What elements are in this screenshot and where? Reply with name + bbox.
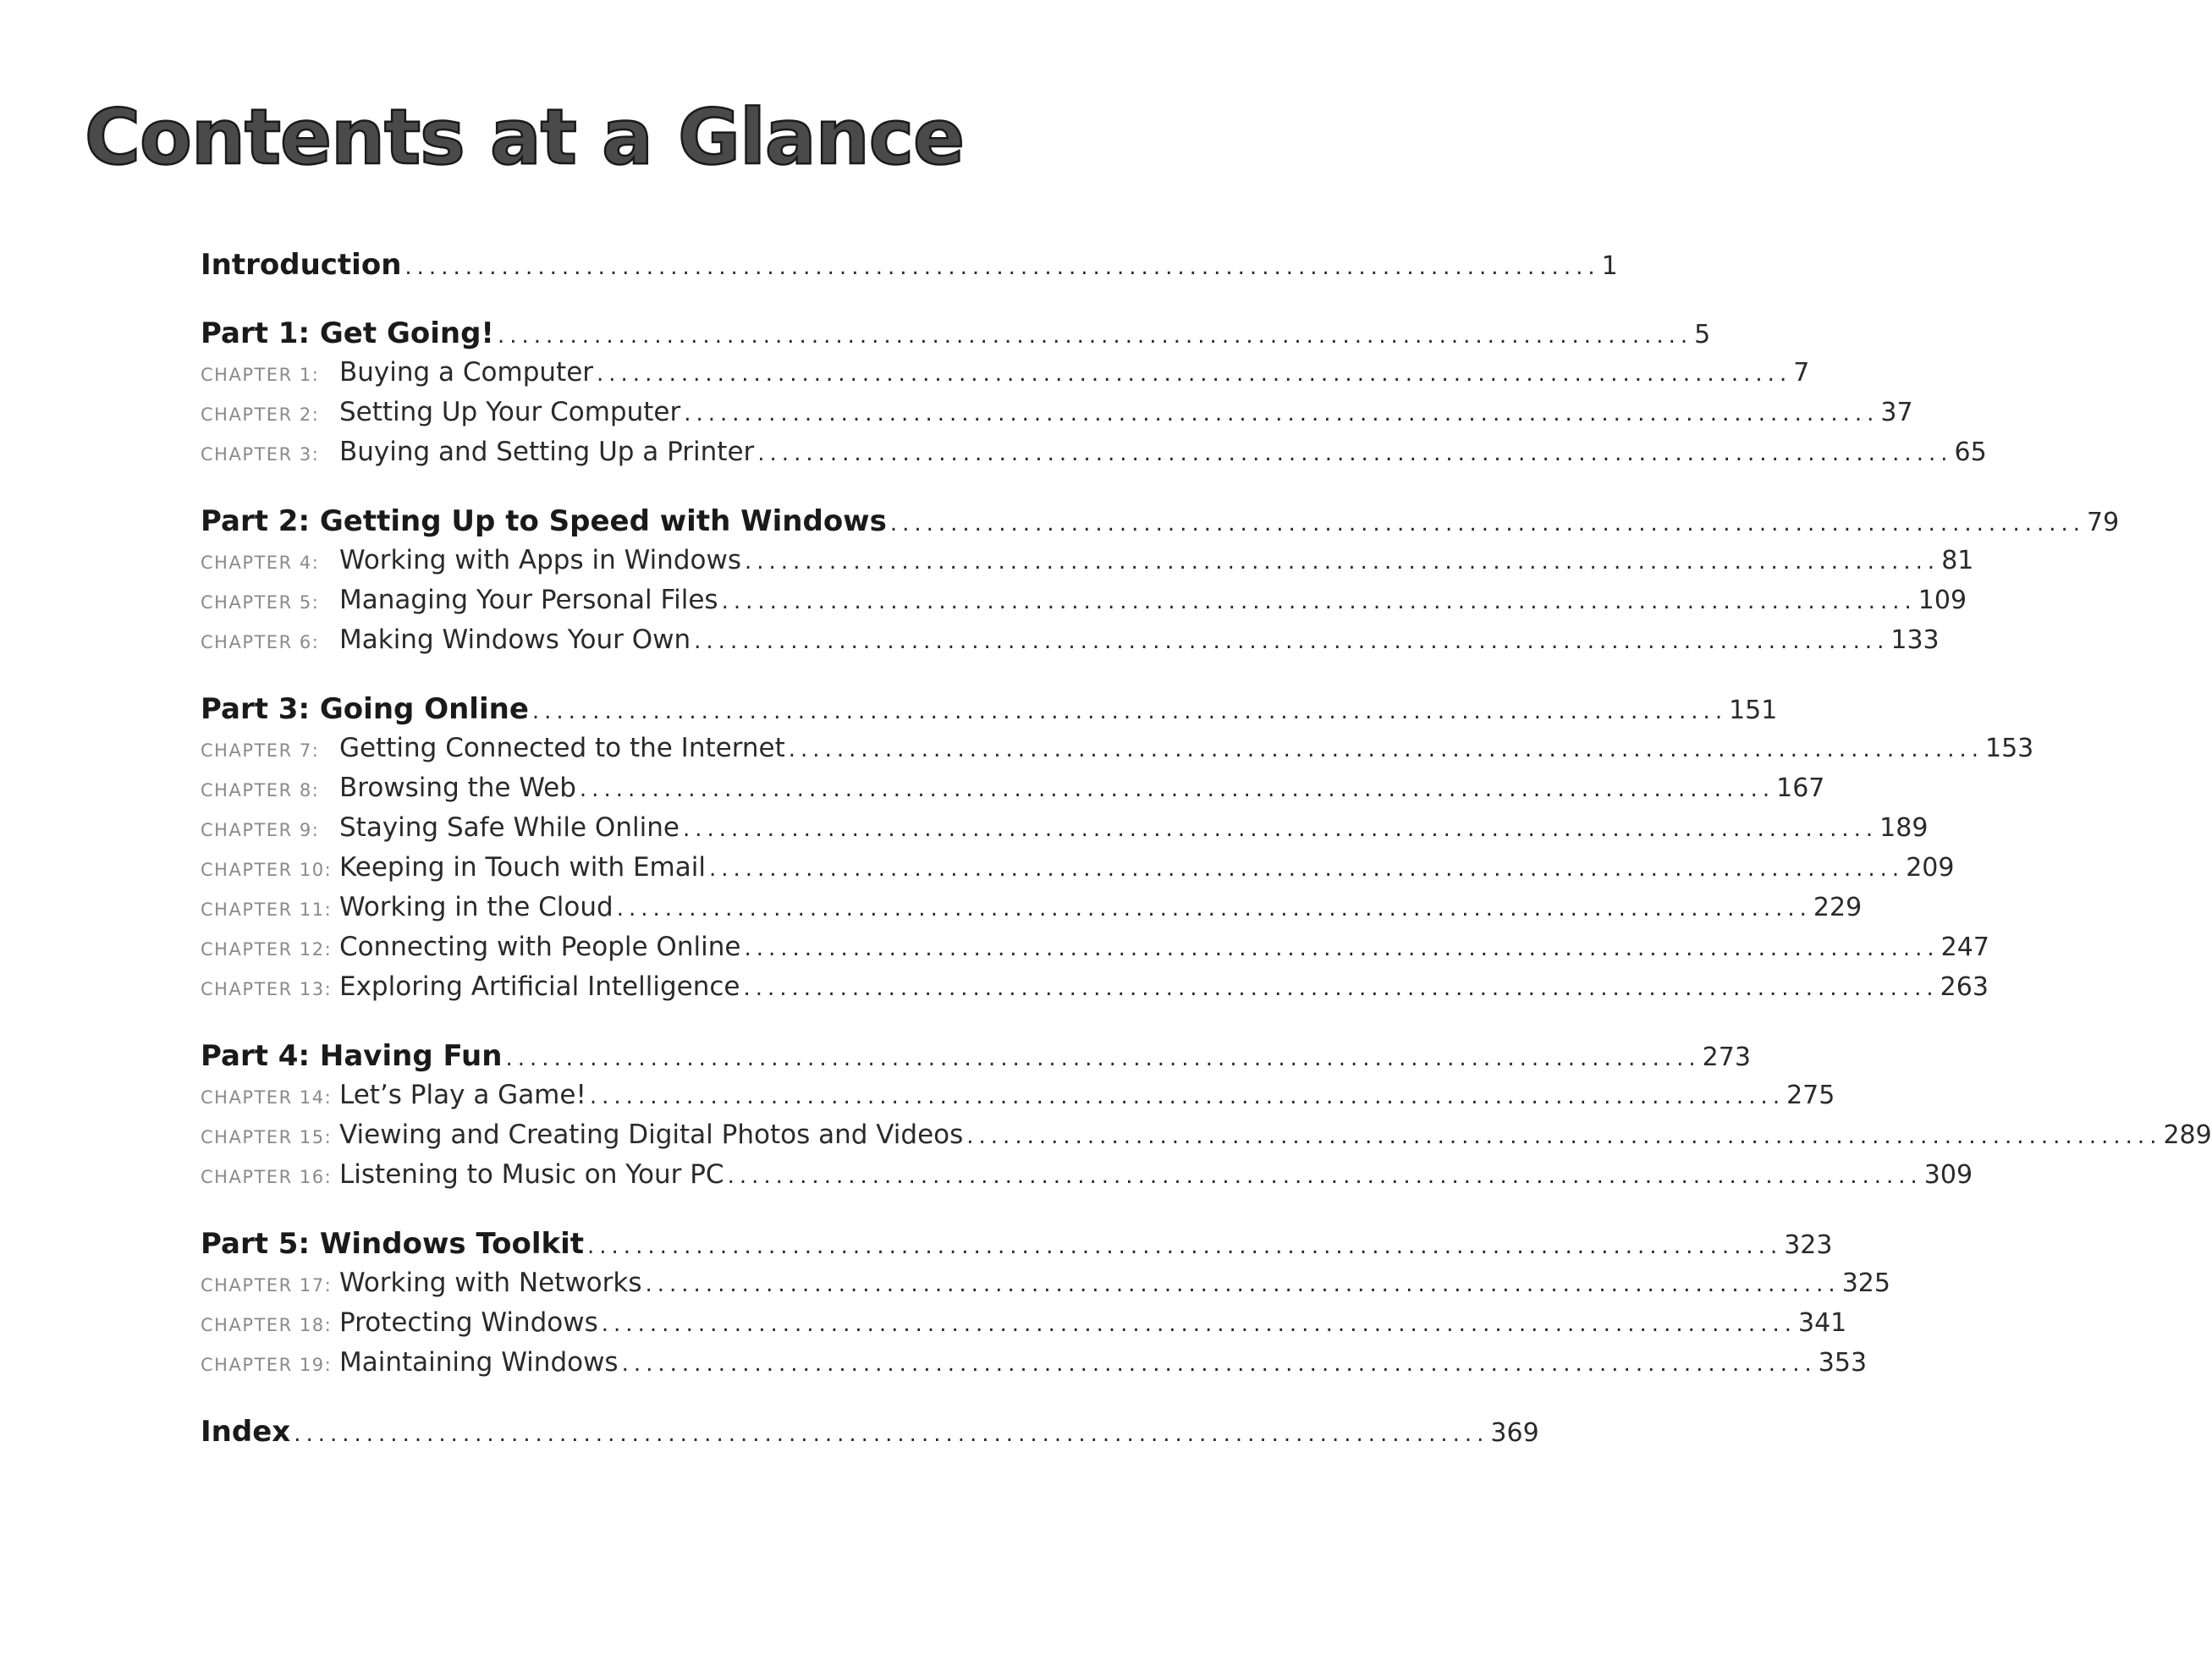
- page-number: 353: [1818, 1348, 1868, 1378]
- dot-leader: ...................................................................................................: [531, 699, 1728, 724]
- dot-leader: ...................................................................................................: [294, 1422, 1489, 1447]
- page-number: 247: [1940, 933, 1989, 962]
- chapter-label: CHAPTER 15:: [201, 1127, 333, 1147]
- entry-title: Part 4: Having Fun: [201, 1039, 503, 1073]
- dot-leader: ...................................................................................................: [684, 401, 1879, 426]
- toc-entry-chapter-10[interactable]: [201, 852, 1955, 892]
- toc-entry-chapter-15[interactable]: [201, 1120, 2212, 1159]
- entry-title: Setting Up Your Computer: [339, 397, 681, 427]
- page-number: 209: [1906, 853, 1955, 883]
- dot-leader: ...................................................................................................: [601, 1312, 1797, 1337]
- toc-entry-chapter-9[interactable]: [201, 812, 1929, 852]
- entry-title: Connecting with People Online: [339, 932, 741, 962]
- dot-leader: ...................................................................................................: [505, 1046, 1701, 1071]
- chapter-label: CHAPTER 12:: [201, 939, 333, 960]
- toc-entry-chapter-5[interactable]: [201, 585, 1967, 624]
- entry-title: Exploring Artificial Intelligence: [339, 971, 740, 1002]
- page-number: 275: [1786, 1081, 1835, 1110]
- toc-entry-part-2[interactable]: [201, 504, 2120, 545]
- page-number: 309: [1923, 1160, 1973, 1190]
- toc-entry-chapter-1[interactable]: [201, 357, 1810, 397]
- entry-title: Introduction: [201, 248, 402, 282]
- dot-leader: ...................................................................................................: [694, 629, 1890, 654]
- toc-entry-chapter-19[interactable]: [201, 1347, 1868, 1387]
- entry-title: Part 3: Going Online: [201, 692, 529, 726]
- page-number: 189: [1879, 813, 1929, 843]
- toc-entry-chapter-4[interactable]: [201, 545, 1974, 585]
- page-number: 323: [1784, 1230, 1833, 1260]
- dot-leader: ...................................................................................................: [579, 777, 1775, 802]
- dot-leader: ...................................................................................................: [616, 896, 1812, 922]
- entry-title: Making Windows Your Own: [339, 624, 691, 655]
- dot-leader: ...................................................................................................: [597, 361, 1792, 387]
- dot-leader: ...................................................................................................: [966, 1124, 2162, 1149]
- dot-leader: ...................................................................................................: [621, 1351, 1817, 1377]
- toc-entry-chapter-11[interactable]: [201, 892, 1863, 932]
- page-number: 289: [2163, 1120, 2212, 1150]
- entry-title: Buying and Setting Up a Printer: [339, 437, 755, 467]
- chapter-label: CHAPTER 9:: [201, 820, 320, 840]
- toc-entry-part-5[interactable]: [201, 1227, 1833, 1268]
- toc-entry-part-3[interactable]: [201, 692, 1778, 733]
- page-number: 325: [1841, 1268, 1890, 1298]
- dot-leader: ...................................................................................................: [721, 589, 1917, 614]
- dot-leader: ...................................................................................................: [708, 856, 1905, 882]
- chapter-label: CHAPTER 10:: [201, 860, 333, 880]
- entry-title: Index: [201, 1415, 291, 1449]
- page-number: 167: [1776, 773, 1825, 803]
- dot-leader: ...................................................................................................: [404, 255, 1600, 280]
- entry-title: Part 1: Get Going!: [201, 316, 494, 350]
- toc-entry-chapter-12[interactable]: [201, 932, 1989, 971]
- entry-title: Working with Networks: [339, 1268, 642, 1298]
- toc-entry-introduction[interactable]: [201, 248, 1618, 289]
- toc-entry-chapter-16[interactable]: [201, 1159, 1973, 1199]
- page-title: Contents at a Glance: [85, 93, 965, 182]
- chapter-label: CHAPTER 6:: [201, 632, 320, 652]
- chapter-label: CHAPTER 18:: [201, 1315, 333, 1335]
- entry-title: Working in the Cloud: [339, 892, 614, 922]
- page-number: 369: [1490, 1418, 1539, 1448]
- dot-leader: ...................................................................................................: [587, 1234, 1783, 1259]
- toc-entry-chapter-6[interactable]: [201, 624, 1940, 664]
- page-number: 263: [1940, 972, 1989, 1002]
- entry-title: Maintaining Windows: [339, 1347, 619, 1378]
- entry-title: Protecting Windows: [339, 1307, 598, 1338]
- entry-title: Part 2: Getting Up to Speed with Windows: [201, 504, 887, 538]
- entry-title: Part 5: Windows Toolkit: [201, 1227, 585, 1261]
- toc-entry-chapter-13[interactable]: [201, 971, 1989, 1011]
- chapter-label: CHAPTER 7:: [201, 740, 320, 761]
- dot-leader: ...................................................................................................: [889, 511, 2086, 536]
- entry-title: Let’s Play a Game!: [339, 1080, 586, 1110]
- entry-title: Staying Safe While Online: [339, 812, 680, 843]
- page-number: 229: [1813, 893, 1863, 922]
- dot-leader: ...................................................................................................: [757, 441, 1953, 466]
- chapter-label: CHAPTER 13:: [201, 979, 333, 999]
- page-number: 273: [1702, 1043, 1751, 1072]
- entry-title: Listening to Music on Your PC: [339, 1159, 724, 1190]
- toc-entry-chapter-3[interactable]: [201, 437, 1987, 476]
- page-number: 1: [1601, 251, 1618, 281]
- page-number: 37: [1880, 398, 1913, 427]
- entry-title: Managing Your Personal Files: [339, 585, 718, 615]
- entry-title: Viewing and Creating Digital Photos and Videos: [339, 1120, 964, 1150]
- toc-entry-part-4[interactable]: [201, 1039, 1751, 1080]
- entry-title: Browsing the Web: [339, 773, 576, 803]
- page-number: 65: [1954, 437, 1987, 467]
- chapter-label: CHAPTER 14:: [201, 1087, 333, 1108]
- toc-entry-chapter-7[interactable]: [201, 733, 2034, 773]
- page-number: 109: [1918, 586, 1967, 615]
- entry-title: Getting Connected to the Internet: [339, 733, 785, 763]
- toc-entry-index[interactable]: [201, 1415, 1539, 1455]
- toc-entry-chapter-14[interactable]: [201, 1080, 1835, 1120]
- dot-leader: ...................................................................................................: [788, 737, 1984, 762]
- chapter-label: CHAPTER 17:: [201, 1275, 333, 1296]
- chapter-label: CHAPTER 8:: [201, 780, 320, 800]
- toc-entry-chapter-17[interactable]: [201, 1268, 1890, 1307]
- page-number: 151: [1729, 696, 1778, 725]
- dot-leader: ...................................................................................................: [744, 936, 1940, 961]
- dot-leader: ...................................................................................................: [645, 1272, 1841, 1297]
- dot-leader: ...................................................................................................: [497, 323, 1693, 349]
- page-number: 79: [2087, 508, 2120, 537]
- entry-title: Working with Apps in Windows: [339, 545, 741, 575]
- entry-title: Buying a Computer: [339, 357, 594, 388]
- chapter-label: CHAPTER 16:: [201, 1167, 333, 1187]
- chapter-label: CHAPTER 4:: [201, 553, 320, 573]
- table-of-contents: [201, 248, 2212, 1455]
- dot-leader: ...................................................................................................: [743, 976, 1939, 1001]
- chapter-label: CHAPTER 1:: [201, 365, 320, 385]
- chapter-label: CHAPTER 11:: [201, 900, 333, 920]
- chapter-label: CHAPTER 5:: [201, 592, 320, 613]
- page-number: 5: [1694, 320, 1711, 349]
- chapter-label: CHAPTER 3:: [201, 444, 320, 465]
- dot-leader: ...................................................................................................: [744, 549, 1940, 575]
- dot-leader: ...................................................................................................: [589, 1084, 1786, 1109]
- page-number: 153: [1984, 734, 2034, 763]
- page-number: 81: [1941, 546, 1974, 575]
- page-number: 133: [1890, 625, 1940, 655]
- dot-leader: ...................................................................................................: [682, 817, 1879, 842]
- toc-entry-chapter-2[interactable]: [201, 397, 1913, 437]
- page-number: 341: [1797, 1308, 1847, 1338]
- entry-title: Keeping in Touch with Email: [339, 852, 706, 883]
- chapter-label: CHAPTER 2:: [201, 404, 320, 425]
- toc-entry-part-1[interactable]: [201, 316, 1711, 357]
- dot-leader: ...................................................................................................: [727, 1164, 1923, 1189]
- toc-entry-chapter-8[interactable]: [201, 773, 1825, 812]
- chapter-label: CHAPTER 19:: [201, 1355, 333, 1375]
- toc-entry-chapter-18[interactable]: [201, 1307, 1847, 1347]
- page-number: 7: [1793, 358, 1810, 388]
